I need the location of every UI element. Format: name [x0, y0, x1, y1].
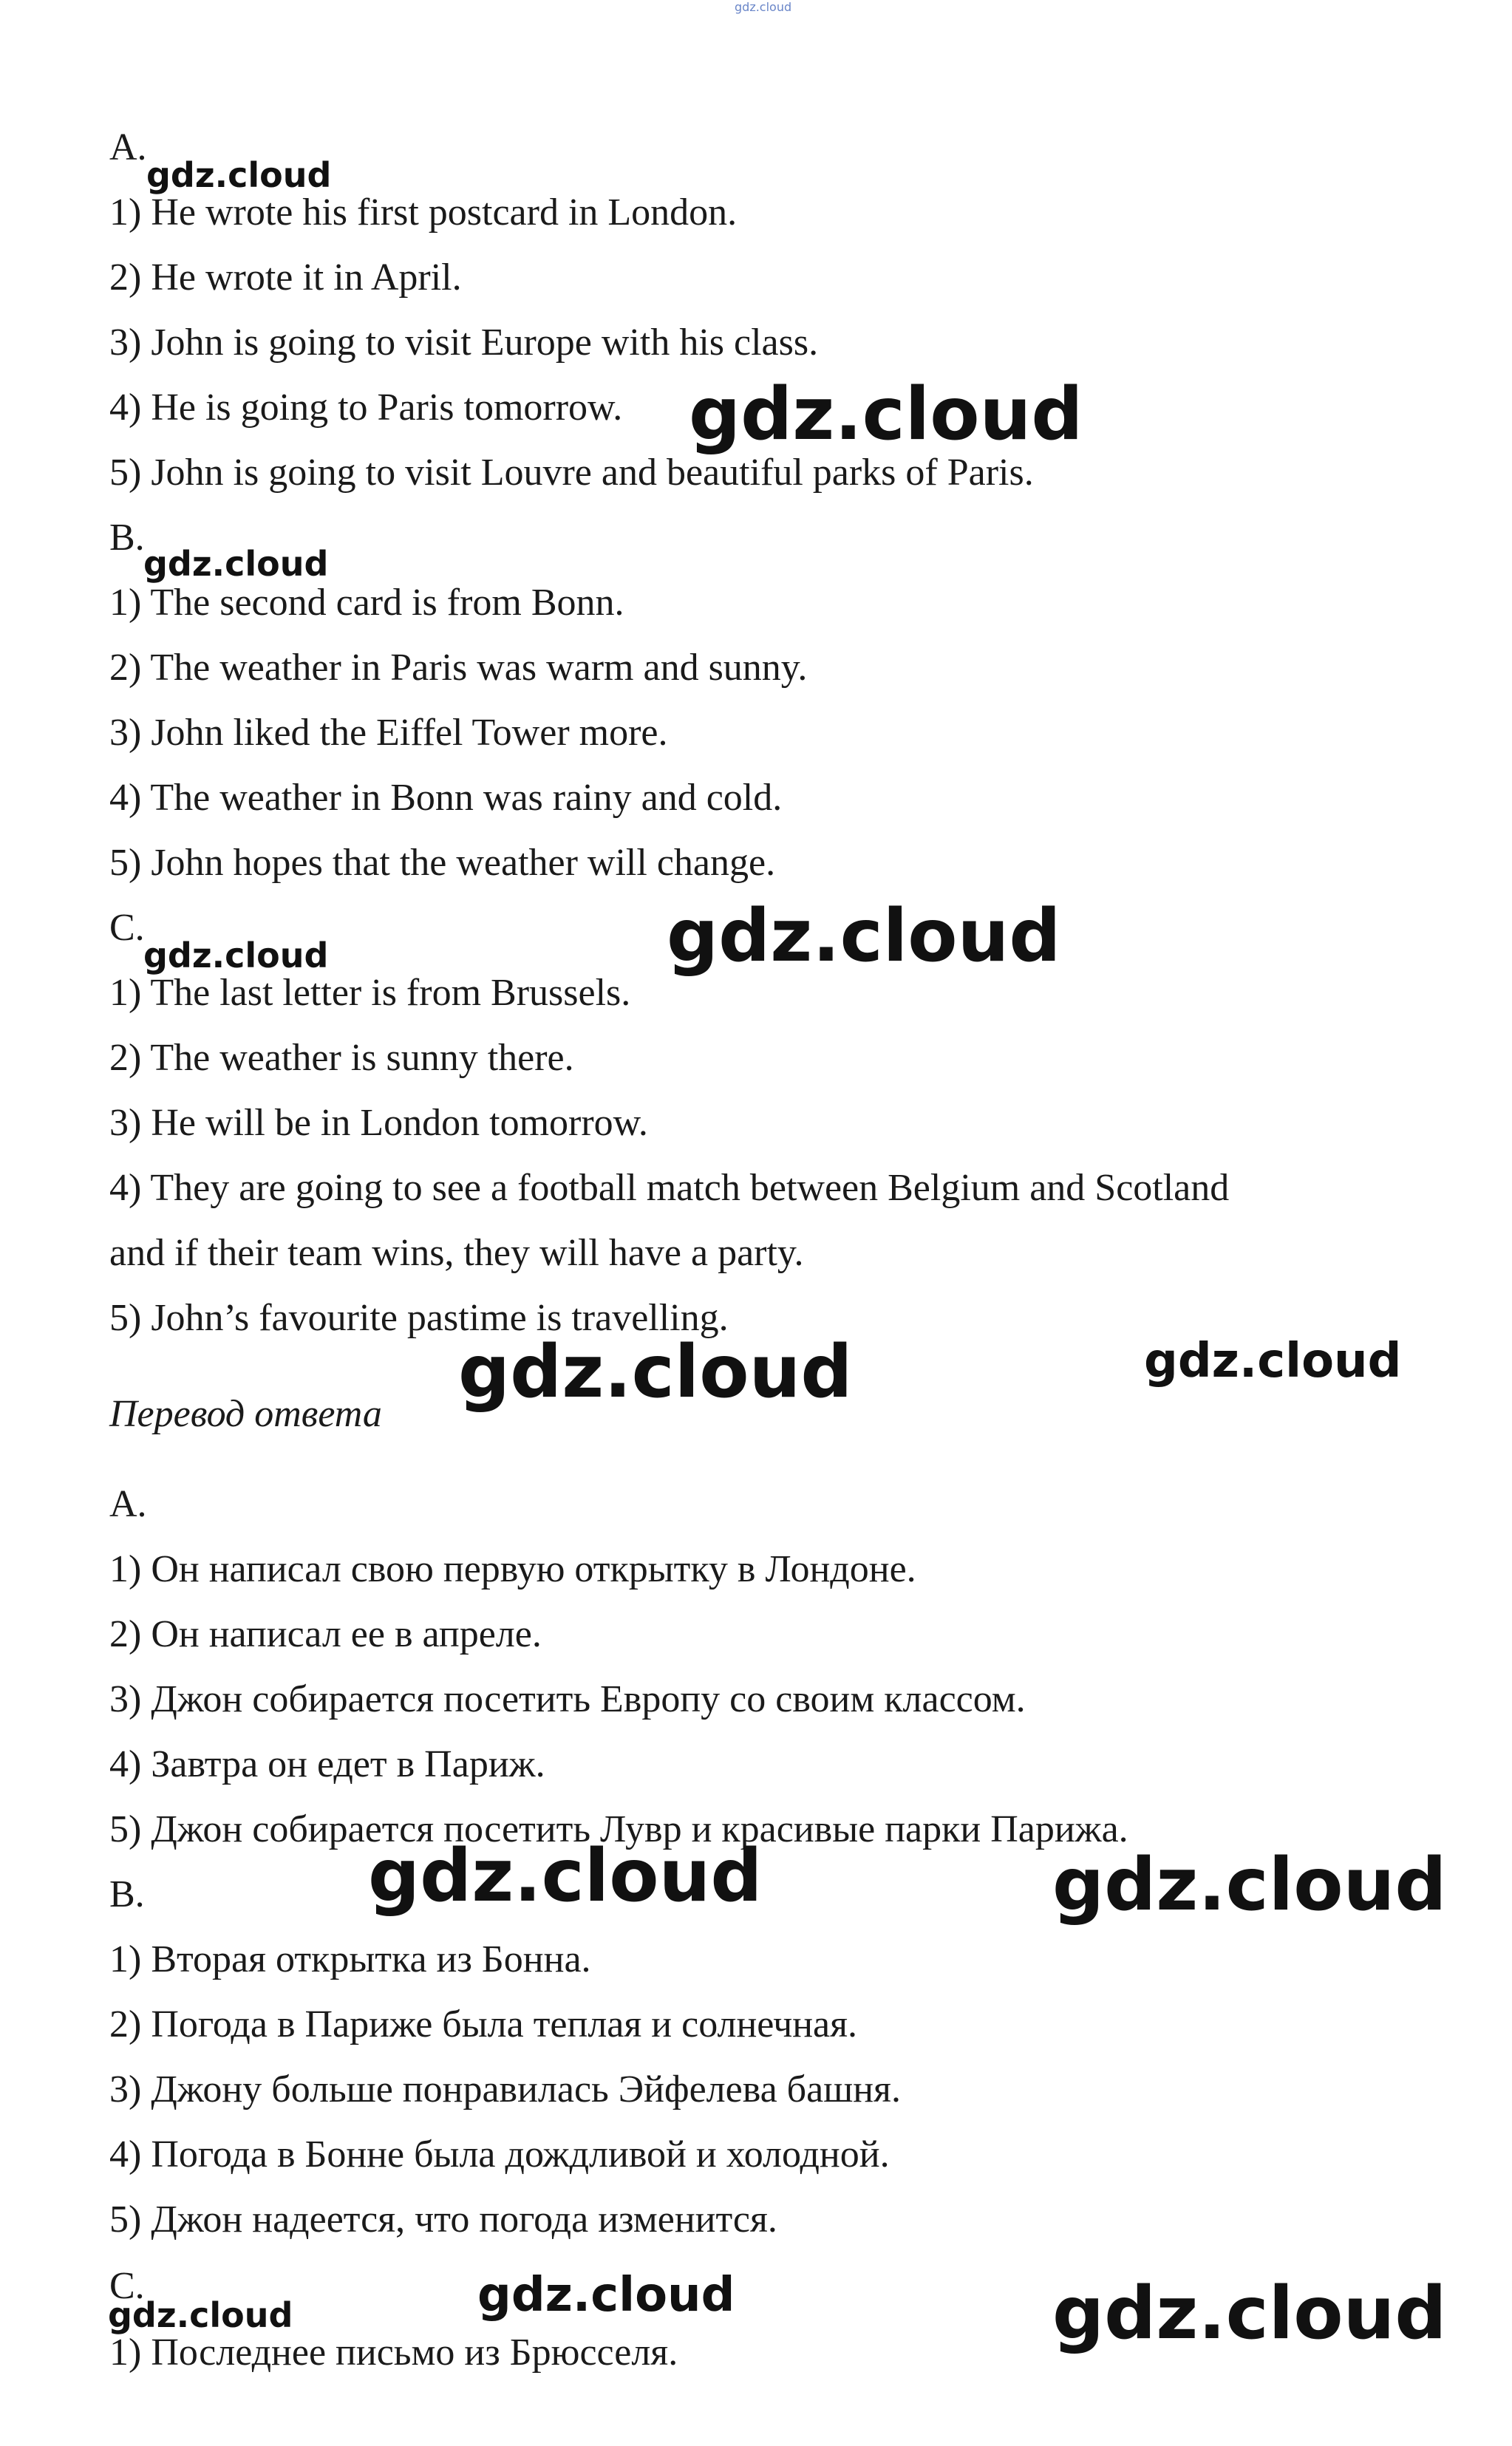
answer-line: 3) Джону больше понравилась Эйфелева башня.	[109, 2068, 901, 2111]
section-a-label: A.	[109, 1483, 147, 1525]
watermark: gdz.cloud	[1052, 2272, 1447, 2356]
answer-line: 1) The last letter is from Brussels.	[109, 972, 631, 1014]
answer-line: 3) He will be in London tomorrow.	[109, 1102, 648, 1144]
answer-line: 1) The second card is from Bonn.	[109, 582, 624, 624]
answer-line: 3) John is going to visit Europe with his class.	[109, 321, 819, 364]
answer-line: 2) The weather in Paris was warm and sunny.	[109, 647, 808, 689]
answer-line: 1) He wrote his first postcard in London.	[109, 191, 738, 234]
watermark: gdz.cloud	[458, 1330, 853, 1414]
answer-line: 5) John is going to visit Louvre and beautiful parks of Paris.	[109, 452, 1034, 494]
watermark: gdz.cloud	[689, 372, 1083, 457]
answer-line: 4) Завтра он едет в Париж.	[109, 1743, 545, 1785]
answer-line: 2) He wrote it in April.	[109, 256, 462, 299]
watermark: gdz.cloud	[1052, 1843, 1447, 1927]
watermark-top: gdz.cloud	[735, 0, 792, 14]
section-c-label: C.	[109, 907, 145, 949]
answer-line: 5) Джон надеется, что погода изменится.	[109, 2198, 777, 2241]
translation-heading: Перевод ответа	[109, 1393, 382, 1435]
answer-line: 4) They are going to see a football match between Belgium and Scotland	[109, 1167, 1230, 1209]
answer-line: 1) Последнее письмо из Брюсселя.	[109, 2331, 678, 2374]
section-a-label: A.	[109, 126, 147, 168]
watermark: gdz.cloud	[1144, 1334, 1402, 1389]
watermark: gdz.cloud	[108, 2295, 293, 2335]
section-c-label: C.	[109, 2265, 145, 2307]
watermark: gdz.cloud	[368, 1834, 763, 1918]
watermark: gdz.cloud	[143, 936, 329, 975]
section-b-label: B.	[109, 517, 145, 559]
answer-line: 3) Джон собирается посетить Европу со своим классом.	[109, 1678, 1026, 1720]
answer-line: 5) Джон собирается посетить Лувр и красивые парки Парижа.	[109, 1808, 1128, 1850]
answer-line: 1) Вторая открытка из Бонна.	[109, 1938, 591, 1980]
answer-line: 4) The weather in Bonn was rainy and cold.	[109, 777, 783, 819]
answer-line: 3) John liked the Eiffel Tower more.	[109, 712, 668, 754]
answer-line: 4) He is going to Paris tomorrow.	[109, 386, 623, 429]
answer-line: 4) Погода в Бонне была дождливой и холодной.	[109, 2133, 890, 2176]
section-b-label: B.	[109, 1873, 145, 1915]
answer-line: 1) Он написал свою первую открытку в Лондоне.	[109, 1548, 916, 1590]
answer-line: 5) John hopes that the weather will change.	[109, 842, 776, 884]
watermark: gdz.cloud	[143, 544, 329, 584]
watermark: gdz.cloud	[667, 894, 1061, 978]
watermark: gdz.cloud	[477, 2268, 735, 2323]
watermark: gdz.cloud	[146, 155, 332, 195]
answer-line: and if their team wins, they will have a party.	[109, 1232, 804, 1274]
answer-line: 2) Он написал ее в апреле.	[109, 1613, 542, 1655]
answer-line: 5) John’s favourite pastime is travelling.	[109, 1297, 729, 1339]
answer-line: 2) The weather is sunny there.	[109, 1037, 574, 1079]
answer-line: 2) Погода в Париже была теплая и солнечная.	[109, 2003, 858, 2045]
